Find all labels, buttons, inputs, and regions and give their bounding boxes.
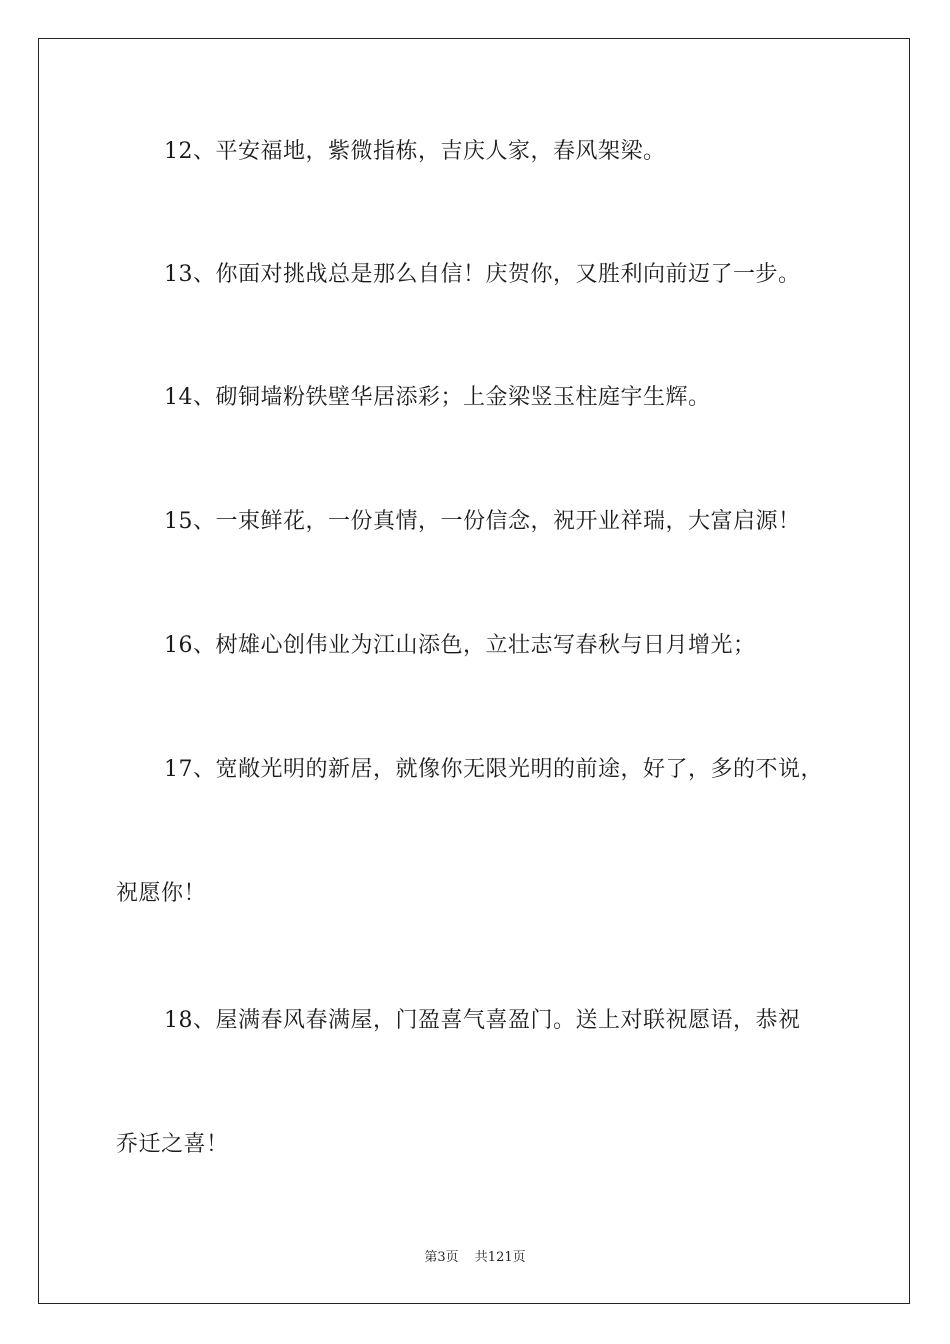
paragraph-18-line1: 18、屋满春风春满屋，门盈喜气喜盈门。送上对联祝愿语，恭祝	[164, 1008, 801, 1033]
paragraph-14: 14、砌铜墙粉铁壁华居添彩；上金梁竖玉柱庭宇生辉。	[164, 385, 711, 410]
paragraph-17-line1: 17、宽敞光明的新居，就像你无限光明的前途，好了，多的不说，	[164, 757, 823, 782]
paragraph-13: 13、你面对挑战总是那么自信！庆贺你，又胜利向前迈了一步。	[164, 262, 801, 287]
paragraph-16: 16、树雄心创伟业为江山添色，立壮志写春秋与日月增光；	[164, 633, 756, 658]
page-number: 第3页	[424, 1250, 459, 1265]
page-total: 共121页	[474, 1250, 526, 1265]
paragraph-17-line2: 祝愿你！	[116, 881, 207, 906]
page-footer	[0, 1246, 950, 1265]
paragraph-18-line2: 乔迁之喜！	[116, 1132, 229, 1157]
paragraph-12: 12、平安福地，紫微指栋，吉庆人家，春风架梁。	[164, 139, 666, 164]
page-border	[38, 38, 910, 1304]
paragraph-15: 15、一束鲜花，一份真情，一份信念，祝开业祥瑞，大富启源！	[164, 509, 801, 534]
